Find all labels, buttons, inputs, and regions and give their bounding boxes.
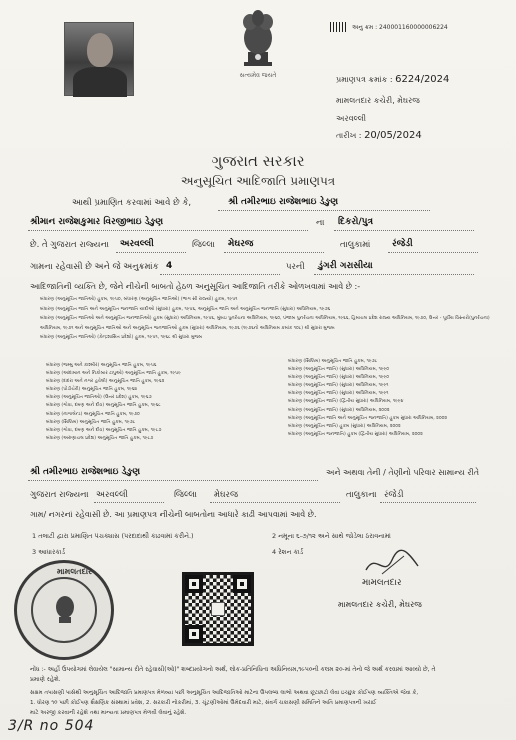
qr-code-icon — [182, 572, 254, 646]
location-line: છે. તે ગુજરાત રાજ્યના અરવલ્લી જિલ્લા મેઘરજ તાલુકામાં રંજેડી — [0, 240, 516, 254]
order-item: બંધારણ (અનુસૂચિત જાતિઓ) હુકમ, ૧૯૫૦, બંધારણ (અનુસૂચિત જાતિઓ) (ભાગ સી રાજ્યો) હુકમ, ૧૯૫૧ — [40, 297, 238, 302]
recognition-line: આદિજાતિની વ્યક્તિ છે, જેને નીચેની બાબતો હેઠળ અનુસૂચિત આદિજાતિ તરીકે ઓળખવામાં આવે છે :- — [30, 282, 361, 291]
state-emblem-icon — [232, 8, 284, 74]
serial-barcode — [330, 22, 448, 36]
order-item: બંધારણ (દાદરા અને નગર હવેલી) અનુસૂચિત જાતિ હુકમ, ૧૯૬૨ — [46, 379, 165, 385]
order-item: બંધારણ (પોંડીચેરી) અનુસૂચિત જાતિ હુકમ, ૧૯૬૪ — [46, 387, 138, 393]
order-item: બંધારણ (અનુસૂચિત જાતિ) (સુધારા) અધિનિયમ, ૧૯૯૦ — [288, 367, 390, 373]
seal-text: મામલતદાર — [57, 567, 93, 576]
cert-number: 6224/2024 — [395, 74, 450, 85]
residence-location-line: ગુજરાત રાજ્યના અરવલ્લી જિલ્લા મેઘરજ તાલુકાના રંજેડી — [0, 490, 516, 504]
order-item: બંધારણ (અનુસૂચિત જાતિઓ) (કેન્દ્રશાસિત પ્રદેશો) હુકમ, ૧૯૫૧, ૧૯૬૮ થી સુધારા મુજબ — [40, 335, 203, 340]
residence-taluka: અરવલ્લી — [96, 490, 128, 500]
policy-text: 1. ધોરણ ૧૦ પછી કોઈપણ શૈક્ષણિક સંસ્થામાં પ્રવેશ, 2. સરકારી નોકરીમાં, 3. ચૂંટણીઓમાં ઉમેદવારી માટે, સંવર્ગ ચકાસણી સમિતિને અતિ પ્રમાણપત્રની ખરાઈ — [30, 700, 377, 706]
policy-text: સક્ષમ તપાસણી પાસેથી અનુસૂચિત આદિજાતિ પ્રમાણપત્ર મેળવ્યા પછી અનુસૂચિત આદિજાતિઓ માટેના ઉપલબ્ધ લાભો અથવા છૂટછાટો લેવા ઇચ્છુક કોઈપણ વ્યક્તિએ જેવા કે, — [30, 690, 419, 696]
signatory-title: મામલતદાર — [362, 578, 402, 588]
government-title: ગુજરાત સરકાર — [211, 152, 305, 170]
order-item: બંધારણ (અનુસૂચિત જાતિ) હુકમ (સુધારા) અધિનિયમ, ૨૦૦૨ — [288, 423, 401, 429]
relation: દિકરો/પુત્ર — [338, 217, 373, 227]
serial-entry: 4 — [166, 261, 173, 271]
order-item: બંધારણ (સિક્કિમ) અનુસૂચિત જાતિ હુકમ, ૧૯૭૮ — [288, 359, 378, 364]
holder-name: શ્રી તમીરભાઇ રાજેશભાઇ ડેઙુણ — [228, 197, 339, 207]
order-item: બંધારણ (અનુસૂચિત જાતિ) (દ્વિતીય સુધારા) અધિનિયમ, ૧૯૯૪ — [288, 399, 404, 405]
order-item: બંધારણ (અરુણાચલ પ્રદેશ) અનુસૂચિત જાતિ હુકમ, ૧૯૮૭ — [46, 435, 154, 441]
district-name: મેઘરજ — [228, 239, 254, 249]
orders-right-column — [288, 358, 447, 439]
order-item: બંધારણ (જમ્મુ અને કાશ્મીર) અનુસૂચિત જાતિ હુકમ, ૧૯૫૬ — [46, 363, 157, 368]
order-item: બંધારણ (અનુસૂચિત જાતિ અને અનુસૂચિત જનજાતિ) હુકમ સુધારા અધિનિયમ, ૨૦૦૨ — [288, 415, 448, 421]
certificate-title: અનુસૂચિત આદિજાતિ પ્રમાણપત્ર — [180, 174, 336, 188]
parent-name: શ્રીમાન રાજેશકુમાર વિરજીભાઇ ડેઙુણ — [30, 217, 164, 227]
order-item: બંધારણ (અનુસૂચિત જાતિ) (સુધારા) અધિનિયમ, ૨૦૦૨ — [288, 407, 390, 413]
basis-item: 3 આધારકાર્ડ — [32, 548, 66, 556]
footnote: નોંધ :- અહીં ઉપયોગમાં લેવાયેલ "સામાન્ય રીતે રહેવાસી(ઓ)" શબ્દપ્રયોગનો અર્થ, લોક-પ્રતિનિધિત્વ અધિનિયમ,૧૯૫૦ની કલમ ૨૦-માં તેનો જે અર્થ કરવામાં આવ્યો છે, તે — [30, 666, 436, 673]
signatory-office: મામલતદાર કચેરી, મેઘરજ — [338, 600, 422, 609]
cert-number-row: પ્રમાણપત્ર ક્રમાંક : 6224/2024 — [336, 74, 450, 85]
order-item: બંધારણ (અનુસૂચિત જાતિ અને અનુસૂચિત જનજાતિ યાદીઓ (સુધારા) હુકમ, ૧૯૫૬, અનુસૂચિત જાતિ અને અનુસૂચિત જનજાતિ (સુધારા) અધિનિયમ, ૧૯૭૬ — [40, 306, 331, 312]
order-item: બંધારણ (નાગાલેન્ડ) અનુસૂચિત જાતિ હુકમ, ૧૯૭૦ — [46, 411, 140, 417]
serial-number: અનુ ક્રમ : 240001160000006224 — [352, 24, 448, 31]
caste-line: ગામના રહેવાસી છે અને જે અનુક્રમાંક 4 પરની ડુંગરી ગરાસીયા — [0, 262, 516, 276]
order-item: બંધારણ (અનુસૂચિત જાતિ) (સુધારા) અધિનિયમ, ૧૯૯૦ — [288, 375, 390, 381]
order-item: બંધારણ (અનુસૂચિત જાતિ) (સુધારા) અધિનિયમ, ૧૯૯૧ — [288, 383, 389, 389]
tribe-name: ડુંગરી ગરાસીયા — [318, 261, 373, 271]
residence-district: મેઘરજ — [214, 490, 238, 500]
basis-item: 4 રેશન કાર્ડ — [272, 548, 304, 556]
relation-line: શ્રીમાન રાજેશકુમાર વિરજીભાઇ ડેઙુણ ના દિકરો/પુત્ર — [0, 218, 516, 232]
emblem-caption: સત્યમેવ જયતે — [239, 72, 277, 79]
office-seal-icon — [14, 560, 114, 660]
order-item: બંધારણ (અનુસૂચિત જાતિઓ) (ઉત્તર પ્રદેશ) હુકમ, ૧૯૬૭ — [46, 395, 152, 401]
issue-date-row: તારીખ : 20/05/2024 — [336, 130, 422, 141]
order-item: બંધારણ (અનુસૂચિત જાતિ) (સુધારા) અધિનિયમ, ૧૯૯૧ — [288, 391, 389, 397]
residence-line: શ્રી તમીરભાઇ રાજેશભાઇ ડેઙુણ અને અથવા તેની / તેણીનો પરિવાર સામાન્ય રીતે — [0, 468, 516, 482]
handwritten-note: 3/R no 504 — [8, 718, 95, 734]
basis-item: 2 નમૂના ૬-૭/૧૨ અને સાથે જોડેલા ઠરાવનામાં — [272, 532, 391, 540]
applicant-photo — [64, 22, 134, 96]
basis-item: 1 તલાટી દ્વારા પ્રમાણિત પંચક્યાસ (પરદાદાથી કાઢવામાં કરીને.) — [32, 532, 194, 540]
residence-person: શ્રી તમીરભાઇ રાજેશભાઇ ડેઙુણ — [30, 467, 141, 477]
issuing-district: અરવલ્લી — [336, 114, 367, 123]
orders-left-column — [46, 362, 181, 443]
signature-icon — [362, 548, 422, 578]
certify-line: આથી પ્રમાણિત કરવામાં આવે છે કે, શ્રી તમીરભાઇ રાજેશભાઇ ડેઙુણ — [0, 198, 516, 212]
order-item: બંધારણ (આંદામાન અને નિકોબાર ટાપુઓ) અનુસૂચિત જાતિ હુકમ, ૧૯૫૯ — [46, 371, 181, 377]
order-item: બંધારણ (ગોવા, દમણ અને દીવ) અનુસૂચિત જાતિ હુકમ, ૧૯૬૮ — [46, 403, 161, 409]
order-item: બંધારણ (સિક્કિમ) અનુસૂચિત જાતિ હુકમ, ૧૯૭૮ — [46, 419, 136, 425]
footnote-end: પ્રમાણે રહેશે. — [30, 676, 61, 683]
orders-list — [40, 296, 490, 344]
residence-closing: ગામ/ નગરનાં રહેવાસી છે. આ પ્રમાણપત્ર નીચેની બાબતોના આધારે કાઢી આપવામાં આવે છે. — [30, 510, 317, 519]
issue-date: 20/05/2024 — [364, 130, 422, 141]
policy-text: માટે અરજી કરવાની રહેશે તથા માન્યતા પ્રમાણપત્ર મેળવી લેવાનું રહેશે. — [30, 710, 187, 716]
order-item: અધિનિયમ, ૧૯૭૧ અને અનુસૂચિત જાતિઓ અને અનુસૂચિત જનજાતિઓ હુકમ (સુધારા) અધિનિયમ, ૧૯૭૬ (૧૯૭૬નો અધિનિયમ ક્રમાંક ૧૦૮) થી સુધારા મુજબ — [40, 325, 335, 331]
residence-village: રંજેડી — [384, 490, 404, 500]
order-item: બંધારણ (અનુસૂચિત જાતિઓ અને અનુસૂચિત જનજાતિઓ) હુકમ (સુધારા) અધિનિયમ, ૧૯૫૬, મુંબઇ પુનર્રચના અધિનિયમ, ૧૯૬૦, પંજાબ પુનર્રચના અધિનિયમ, ૧૯૬૬, હિમાચલ પ્રદેશ રાજ્ય અધિનિયમ, ૧૯૭૦, ઉત્તર - પૂર્વીય વિસ્તારો(પુનર્રચના) — [40, 316, 490, 321]
order-item: બંધારણ (અનુસૂચિત જનજાતિ) હુકમ (દ્વિતીય સુધારા) અધિનિયમ, ૨૦૦૨ — [288, 431, 423, 437]
order-item: બંધારણ (ગોવા, દમણ અને દીવ) અનુસૂચિત જાતિ હુકમ, ૧૯૮૭ — [46, 427, 162, 433]
taluka-name: અરવલ્લી — [120, 239, 154, 249]
village-name: રંજેડી — [392, 239, 413, 249]
issuing-office: મામલતદાર કચેરી, મેઘરજ — [336, 96, 420, 105]
